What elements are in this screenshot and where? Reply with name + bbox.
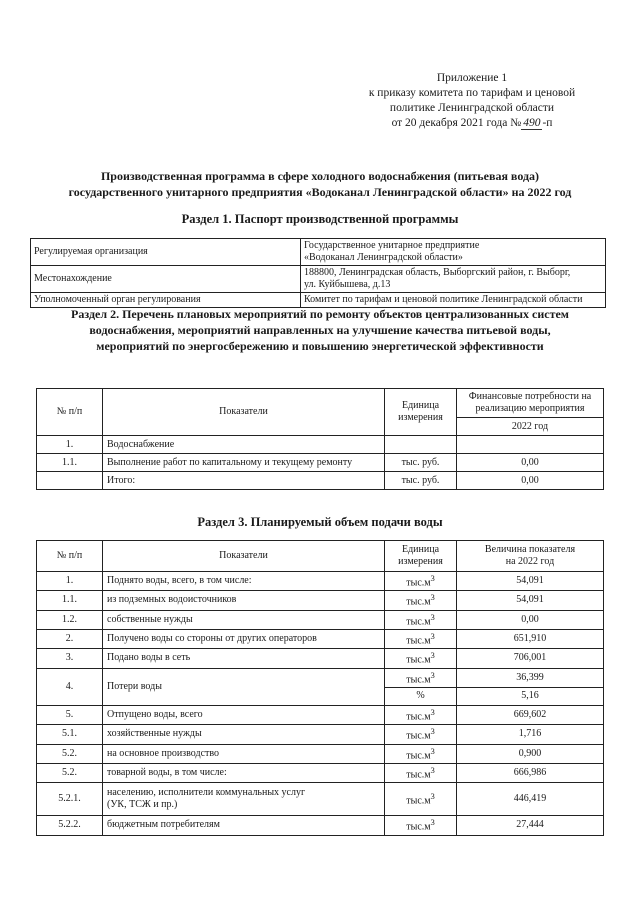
col-header-unit	[385, 541, 457, 572]
row-unit	[385, 572, 457, 591]
table-header-row	[37, 389, 604, 418]
row-unit: тыс. руб.	[385, 454, 457, 472]
unit-sup: 3	[430, 574, 435, 583]
row-unit: тыс. руб.	[385, 472, 457, 490]
table-row	[37, 591, 604, 610]
passport-label: Местонахождение	[31, 266, 301, 293]
unit-text: тыс.м	[406, 635, 431, 647]
section-3-heading: Раздел 3. Планируемый объем подачи воды	[197, 515, 443, 529]
col-header-value	[457, 541, 604, 572]
section-2-heading-line: водоснабжения, мероприятий направленных на улучшение качества питьевой воды,	[89, 323, 551, 337]
row-value: 0,900	[457, 744, 604, 763]
unit-text: тыс.м	[406, 673, 431, 685]
unit-text: тыс.м	[406, 821, 431, 833]
unit-sup: 3	[430, 651, 435, 661]
unit-sup: 3	[430, 746, 435, 756]
row-num	[37, 472, 103, 490]
table-row	[37, 472, 604, 490]
table-row	[37, 668, 604, 687]
row-num: 4.	[37, 668, 103, 705]
col-header-unit-line: Единица	[401, 400, 440, 411]
unit-sup: 3	[430, 792, 435, 802]
passport-value	[301, 266, 606, 293]
col-header-value-line: на 2022 год	[505, 556, 555, 567]
table-row	[37, 725, 604, 744]
appendix-date-prefix: от 20 декабря 2021 года №	[391, 117, 522, 129]
row-unit	[385, 816, 457, 835]
unit-text: тыс.м	[406, 730, 431, 742]
appendix-line-3: политике Ленинградской области	[389, 102, 555, 114]
unit-sup: 3	[430, 593, 435, 603]
row-value: 27,444	[457, 816, 604, 835]
table-row	[31, 266, 606, 293]
title-line-1: Производственная программа в сфере холодного водоснабжения (питьевая вода)	[100, 169, 540, 183]
row-value: 0,00	[457, 472, 604, 490]
row-name	[103, 783, 385, 816]
order-number: 490	[523, 117, 541, 129]
unit-text: тыс.м	[406, 577, 431, 589]
col-header-indicator: Показатели	[103, 389, 385, 436]
passport-value-line: ул. Куйбышева, д.13	[304, 279, 391, 290]
unit-sup: 3	[430, 612, 435, 622]
row-name: из подземных водоисточников	[103, 591, 385, 610]
passport-value-line: Государственное унитарное предприятие	[304, 240, 480, 251]
water-supply-table	[36, 540, 604, 836]
row-num: 3.	[37, 649, 103, 668]
row-value-percent: 5,16	[457, 687, 604, 705]
row-unit	[385, 705, 457, 724]
row-name: Отпущено воды, всего	[103, 705, 385, 724]
row-num: 1.2.	[37, 610, 103, 629]
row-unit	[385, 725, 457, 744]
row-unit	[385, 783, 457, 816]
document-title	[40, 168, 600, 200]
passport-value-line: «Водоканал Ленинградской области»	[304, 252, 463, 263]
row-num: 1.1.	[37, 591, 103, 610]
measures-table	[36, 388, 604, 490]
row-value: 1,716	[457, 725, 604, 744]
appendix-header	[352, 71, 592, 131]
col-header-year: 2022 год	[457, 418, 604, 436]
row-name: хозяйственные нужды	[103, 725, 385, 744]
table-row	[37, 436, 604, 454]
row-name-line: населению, исполнители коммунальных услуг	[107, 787, 306, 799]
unit-sup: 3	[430, 818, 435, 828]
table-row	[37, 572, 604, 591]
row-unit	[385, 436, 457, 454]
row-unit	[385, 668, 457, 687]
row-name: Итого:	[103, 472, 385, 490]
appendix-line-2: к приказу комитета по тарифам и ценовой	[368, 87, 576, 99]
row-num: 5.1.	[37, 725, 103, 744]
col-header-finance-line: Финансовые потребности на	[468, 391, 592, 402]
unit-sup: 3	[430, 765, 435, 775]
passport-value: Комитет по тарифам и ценовой политике Ленинградской области	[301, 293, 606, 308]
row-unit	[385, 763, 457, 782]
section-2-heading-line: мероприятий по энергосбережению и повышению энергетической эффективности	[96, 339, 544, 353]
row-name: Получено воды со стороны от других операторов	[103, 629, 385, 648]
col-header-finance-line: реализацию мероприятия	[475, 403, 585, 414]
row-num: 5.2.1.	[37, 783, 103, 816]
unit-sup: 3	[430, 707, 435, 717]
col-header-indicator: Показатели	[103, 541, 385, 572]
row-name: Поднято воды, всего, в том числе:	[103, 572, 385, 591]
table-row	[37, 629, 604, 648]
row-name: Водоснабжение	[103, 436, 385, 454]
unit-text: тыс.м	[406, 711, 431, 723]
title-line-2: государственного унитарного предприятия «Водоканал Ленинградской области» на 2022 год	[68, 185, 572, 199]
row-value: 0,00	[457, 610, 604, 629]
unit-text: тыс.м	[406, 615, 431, 627]
col-header-value-line: Величина показателя	[484, 544, 576, 555]
section-2-heading-line: Раздел 2. Перечень плановых мероприятий по ремонту объектов централизованных систем	[71, 307, 569, 321]
row-unit	[385, 591, 457, 610]
row-value: 666,986	[457, 763, 604, 782]
col-header-num: № п/п	[37, 541, 103, 572]
row-value: 36,399	[457, 668, 604, 687]
table-row	[31, 239, 606, 266]
table-row	[37, 649, 604, 668]
col-header-num: № п/п	[37, 389, 103, 436]
row-value: 669,602	[457, 705, 604, 724]
row-unit	[385, 744, 457, 763]
table-row	[37, 454, 604, 472]
row-value: 54,091	[457, 572, 604, 591]
row-unit	[385, 610, 457, 629]
table-row	[37, 744, 604, 763]
table-header-row	[37, 541, 604, 572]
row-name: на основное производство	[103, 744, 385, 763]
row-value	[457, 436, 604, 454]
col-header-unit-line: измерения	[398, 412, 443, 423]
row-value: 0,00	[457, 454, 604, 472]
row-num: 5.2.2.	[37, 816, 103, 835]
row-num: 5.	[37, 705, 103, 724]
row-name: Потери воды	[103, 668, 385, 705]
col-header-unit	[385, 389, 457, 436]
table-row	[37, 816, 604, 835]
row-value: 54,091	[457, 591, 604, 610]
unit-text: тыс.м	[406, 769, 431, 781]
section-1-heading: Раздел 1. Паспорт производственной программы	[181, 212, 459, 226]
unit-text: тыс.м	[406, 749, 431, 761]
unit-sup: 3	[430, 670, 435, 680]
order-suffix: -п	[542, 117, 553, 129]
row-name: товарной воды, в том числе:	[103, 763, 385, 782]
table-row	[37, 610, 604, 629]
passport-value	[301, 239, 606, 266]
row-unit-percent: %	[385, 687, 457, 705]
passport-label: Уполномоченный орган регулирования	[31, 293, 301, 308]
col-header-unit-line: измерения	[398, 556, 443, 567]
row-num: 1.1.	[37, 454, 103, 472]
row-num: 2.	[37, 629, 103, 648]
row-name-line: (УК, ТСЖ и пр.)	[107, 799, 178, 811]
row-name: Подано воды в сеть	[103, 649, 385, 668]
passport-table	[30, 238, 606, 308]
table-row	[37, 705, 604, 724]
unit-text: тыс.м	[406, 795, 431, 807]
appendix-line-1: Приложение 1	[436, 72, 508, 84]
col-header-finance	[457, 389, 604, 418]
unit-text: тыс.м	[406, 654, 431, 666]
unit-text: тыс.м	[406, 596, 431, 608]
row-num: 1.	[37, 436, 103, 454]
unit-sup: 3	[430, 727, 435, 737]
table-row	[37, 763, 604, 782]
row-name: собственные нужды	[103, 610, 385, 629]
row-num: 5.2.	[37, 763, 103, 782]
table-row	[37, 783, 604, 816]
appendix-date	[352, 116, 592, 131]
row-value: 651,910	[457, 629, 604, 648]
row-unit	[385, 649, 457, 668]
row-value: 706,001	[457, 649, 604, 668]
row-name: бюджетным потребителям	[103, 816, 385, 835]
row-num: 5.2.	[37, 744, 103, 763]
row-value: 446,419	[457, 783, 604, 816]
unit-sup: 3	[430, 631, 435, 641]
row-name: Выполнение работ по капитальному и текущему ремонту	[103, 454, 385, 472]
passport-value-line: 188800, Ленинградская область, Выборгский район, г. Выборг,	[304, 267, 571, 278]
row-num: 1.	[37, 572, 103, 591]
col-header-unit-line: Единица	[401, 544, 440, 555]
row-unit	[385, 629, 457, 648]
passport-label: Регулируемая организация	[31, 239, 301, 266]
section-2-heading	[40, 306, 600, 354]
